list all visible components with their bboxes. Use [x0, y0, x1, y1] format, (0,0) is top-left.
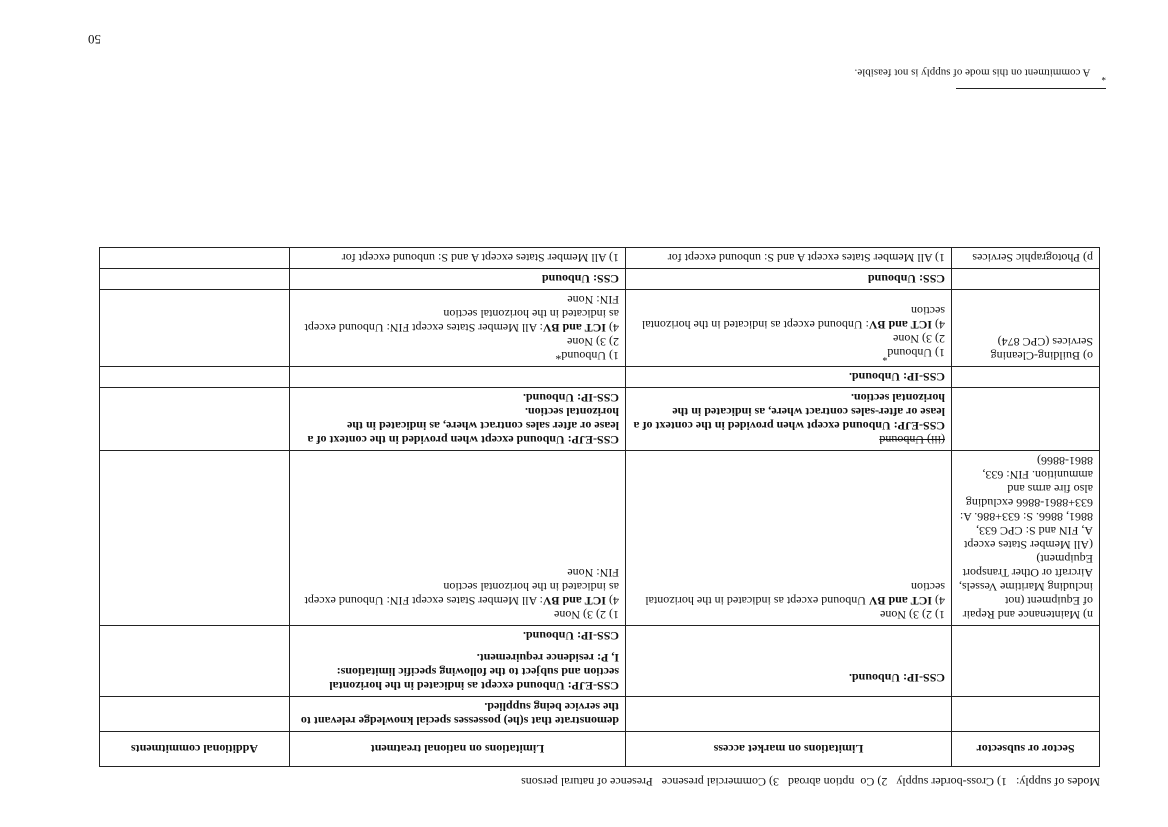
- market-o-mode4: [632, 304, 945, 332]
- footnote: [66, 66, 1106, 89]
- national-n-css-ip: CSS-IP: Unbound.: [522, 391, 619, 405]
- market-n-mode4-text: Unbound except as indicated in the horizontal section: [645, 580, 945, 608]
- market-o-mode4-number: 4): [935, 318, 945, 332]
- page-number: 50: [88, 32, 101, 47]
- national-o-mode4: [296, 307, 619, 335]
- mode-consumption-abroad: 2) Co: [860, 775, 888, 789]
- national-residence: I, P: residence requirement.: [476, 651, 619, 665]
- national-o-mode4-category: ICT and BV: [542, 321, 606, 335]
- header-national-treatment: Limitations on national treatment: [290, 732, 626, 767]
- header-row: [100, 732, 1100, 767]
- cell-additional-n3: [100, 367, 290, 388]
- cell-national: [290, 626, 626, 697]
- cell-additional-o2: [100, 269, 290, 290]
- cell-sector-continued: [952, 697, 1100, 732]
- cell-sector-o: o) Building-Cleaning Services (CPC 874): [952, 290, 1100, 367]
- national-n-mode4-number: 4): [609, 594, 619, 608]
- footnote-text: A commitment on this mode of supply is not feasible.: [854, 66, 1091, 79]
- market-o-footnote-mark: *: [882, 351, 888, 362]
- national-n-mode4-text: : All Member States except FIN: Unbound except as indicated in the horizontal section: [304, 580, 619, 608]
- national-css-ejp: CSS-EJP: Unbound except as indicated in the horizontal section and subject to the following specific limitations:: [329, 665, 619, 693]
- header-sector: Sector or subsector: [952, 732, 1100, 767]
- modes-label: Modes of supply:: [1016, 775, 1100, 789]
- cell-national-p: 1) All Member States except A and S: unbound except for: [290, 248, 626, 269]
- cell-national-o2: CSS: Unbound: [290, 269, 626, 290]
- schedule-table: [99, 247, 1100, 767]
- table-row: [100, 451, 1100, 626]
- national-o-mode1: 1) Unbound*: [555, 349, 619, 363]
- market-o-mode4-category: ICT and BV: [868, 318, 932, 332]
- mode-cross-border: 1) Cross-border supply: [896, 775, 1007, 789]
- market-n-mode4: [632, 580, 945, 608]
- table-row: [100, 269, 1100, 290]
- cell-additional: [100, 626, 290, 697]
- table-row: [100, 626, 1100, 697]
- cell-national-o: [290, 290, 626, 367]
- cell-sector-n2: [952, 388, 1100, 451]
- table-row: [100, 367, 1100, 388]
- cell-national-n2: [290, 388, 626, 451]
- header-market-access: Limitations on market access: [626, 732, 952, 767]
- cell-market-o: [626, 290, 952, 367]
- cell-additional-n: [100, 451, 290, 626]
- footnote-rule: [956, 88, 1106, 89]
- sector-n-title: n) Maintenance and Repair of Equipment (not including Maritime Vessels, Aircraft or Other Transport Equipment): [958, 552, 1093, 622]
- cell-national-continued: demonstrate that s(he) possesses special knowledge relevant to the service being supplied.: [290, 697, 626, 732]
- market-n-modes123: 1) 2) 3) None: [880, 608, 945, 622]
- cell-market-n3: CSS-IP: Unbound.: [626, 367, 952, 388]
- national-o-fin: FIN: None: [567, 293, 619, 307]
- modes-of-supply-line: [60, 774, 1100, 789]
- national-css-ip: CSS-IP: Unbound.: [522, 629, 619, 643]
- cell-market-n: [626, 451, 952, 626]
- national-o-modes23: 2) 3) None: [567, 335, 619, 349]
- national-n-modes123: 1) 2) 3) None: [554, 608, 619, 622]
- cell-additional-n2: [100, 388, 290, 451]
- market-o-mode1: [632, 346, 945, 363]
- market-o-mode4-text: : Unbound except as indicated in the horizontal section: [641, 304, 945, 332]
- cell-sector-n: [952, 451, 1100, 626]
- mode-natural-persons: Presence of natural persons: [521, 775, 653, 789]
- cell-market-n2: [626, 388, 952, 451]
- cell-market-p: 1) All Member States except A and S: unbound except for: [626, 248, 952, 269]
- cell-additional-o: [100, 290, 290, 367]
- national-o-mode4-text: : All Member States except FIN: Unbound except as indicated in the horizontal section: [304, 307, 619, 335]
- cell-national-n3: [290, 367, 626, 388]
- cell-market: [626, 626, 952, 697]
- market-o-modes23: 2) 3) None: [893, 332, 945, 346]
- cell-sector-o2: [952, 269, 1100, 290]
- national-n-mode4: [296, 580, 619, 608]
- mode-consumption-abroad-tail: nption abroad: [788, 775, 855, 789]
- national-n-mode4-category: ICT and BV: [542, 594, 606, 608]
- national-n-fin: FIN: None: [567, 566, 619, 580]
- market-n-mode4-number: 4): [935, 594, 945, 608]
- cell-sector-p: p) Photographic Services: [952, 248, 1100, 269]
- mode-commercial-presence: 3) Commercial presence: [661, 775, 780, 789]
- market-o-mode1-text: 1) Unbound: [887, 346, 945, 360]
- cell-sector: [952, 626, 1100, 697]
- market-n-iii: (iii) Unbound: [879, 433, 945, 447]
- market-css-ip: CSS-IP: Unbound.: [848, 671, 945, 685]
- cell-market-continued: [626, 697, 952, 732]
- national-o-mode4-number: 4): [609, 321, 619, 335]
- header-additional: Additional commitments: [100, 732, 290, 767]
- table-row: [100, 388, 1100, 451]
- cell-market-o2: CSS: Unbound: [626, 269, 952, 290]
- footnote-mark: *: [1101, 72, 1106, 82]
- market-n-css-ejp: CSS-EJP: Unbound except when provided in the context of a lease or after-sales contract where, as indicated in the horizontal section.: [633, 391, 945, 433]
- cell-national-n: [290, 451, 626, 626]
- table-row: [100, 248, 1100, 269]
- cell-additional-continued: [100, 697, 290, 732]
- table-row: [100, 697, 1100, 732]
- cell-additional-p: [100, 248, 290, 269]
- market-n-mode4-category: ICT and BV: [868, 594, 932, 608]
- table-row: [100, 290, 1100, 367]
- cell-sector-n3: [952, 367, 1100, 388]
- national-n-css-ejp: CSS-EJP: Unbound except when provided in the context of a lease or after sales contract where, as indicated in the horizontal section.: [307, 405, 619, 447]
- sector-n-cpc: (All Member States except A, FIN and S: CPC 633, 8861, 8866. S: 633+886. A: 633+8861-8866 excluding also fire arms and ammunition. FIN: 633, 8861-8866): [959, 454, 1093, 552]
